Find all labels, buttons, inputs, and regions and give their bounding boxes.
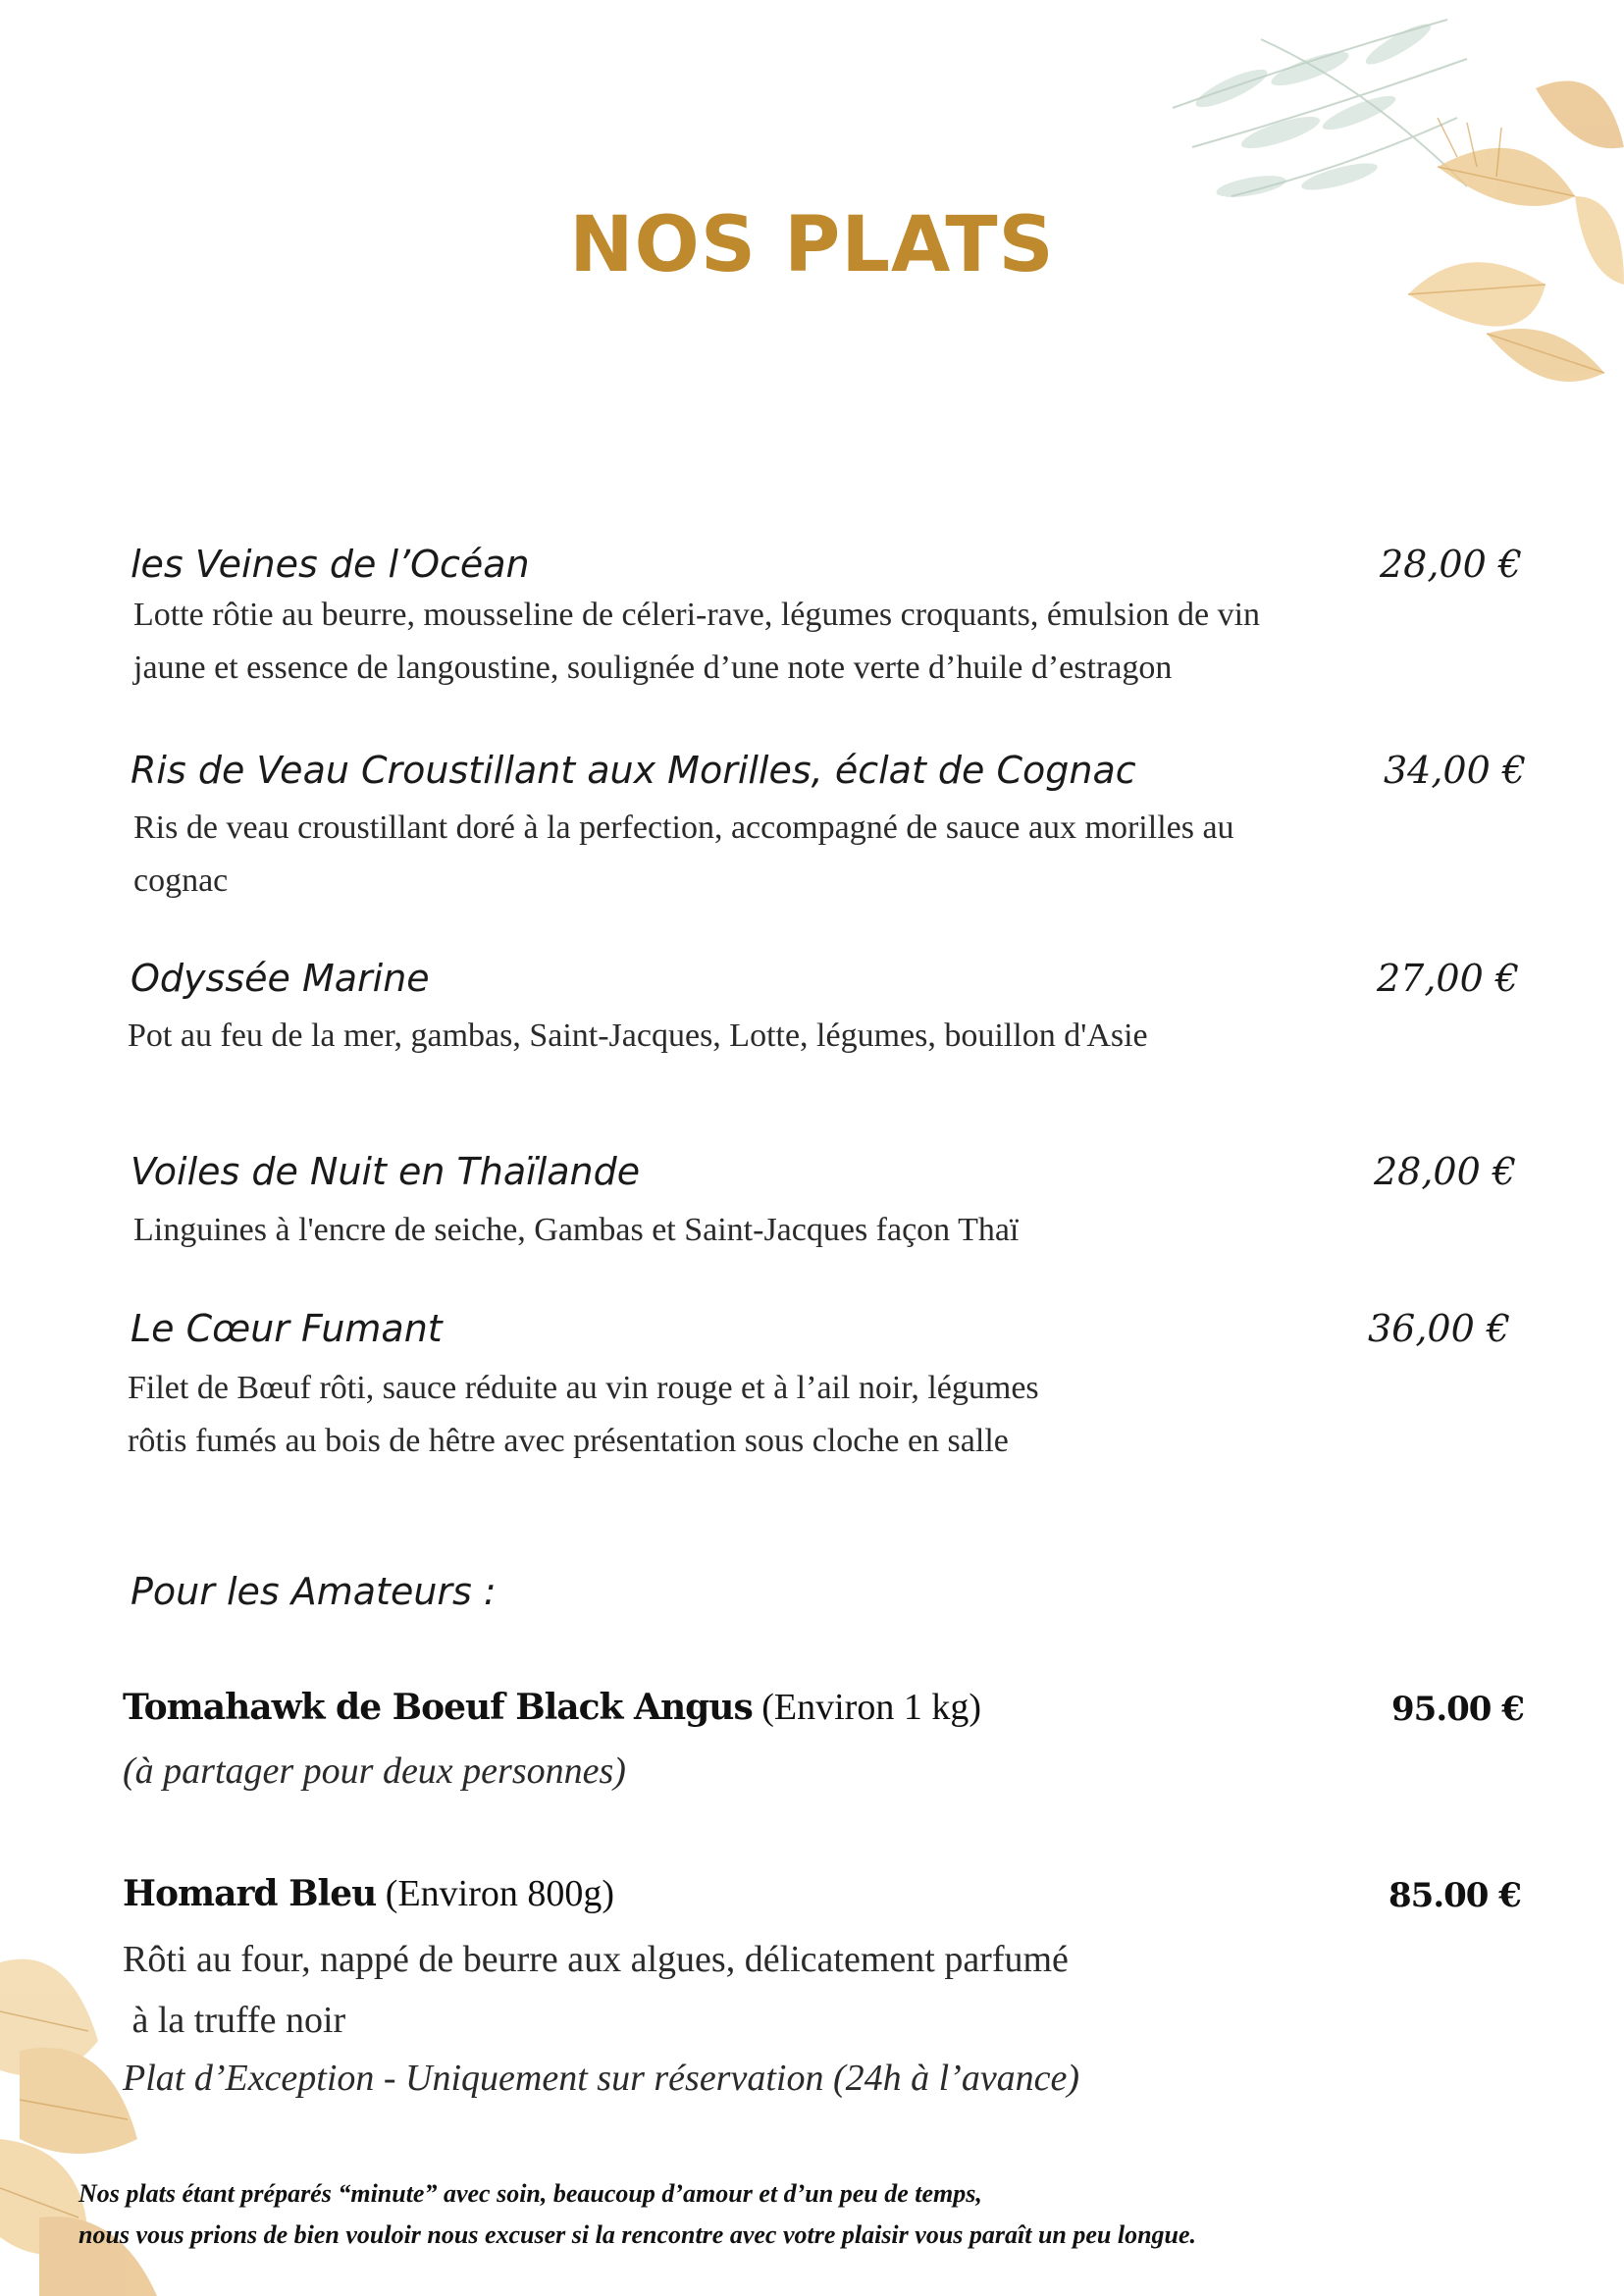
description-line: à la truffe noir	[123, 2000, 346, 2041]
description-line: jaune et essence de langoustine, soulignée d’une note verte d’huile d’estragon	[133, 650, 1173, 686]
premium-dish-price: 95.00 €	[1391, 1690, 1524, 1729]
description-line: rôtis fumés au bois de hêtre avec présentation sous cloche en salle	[128, 1423, 1009, 1459]
dish-price: 36,00 €	[1368, 1307, 1511, 1350]
description-line: Pot au feu de la mer, gambas, Saint-Jacques, Lotte, légumes, bouillon d'Asie	[128, 1018, 1148, 1054]
dish-name: Voiles de Nuit en Thaïlande	[131, 1150, 641, 1193]
premium-dish-title	[123, 1872, 614, 1915]
description-line: Filet de Bœuf rôti, sauce réduite au vin rouge et à l’ail noir, légumes	[128, 1370, 1039, 1406]
dish-description	[133, 1204, 1019, 1257]
dish-description	[128, 1362, 1039, 1468]
premium-dish-name: Tomahawk de Boeuf Black Angus	[123, 1687, 753, 1728]
dish-name: Le Cœur Fumant	[131, 1307, 443, 1350]
premium-dish-note: (à partager pour deux personnes)	[123, 1750, 626, 1792]
footer-line: Nos plats étant préparés “minute” avec soin, beaucoup d’amour et d’un peu de temps,	[79, 2179, 982, 2208]
dish-price: 28,00 €	[1380, 543, 1523, 586]
description-line: Linguines à l'encre de seiche, Gambas et Saint-Jacques façon Thaï	[133, 1212, 1020, 1248]
description-line: Rôti au four, nappé de beurre aux algues, délicatement parfumé	[123, 1939, 1069, 1980]
dish-price: 28,00 €	[1374, 1150, 1517, 1193]
description-line: Lotte rôtie au beurre, mousseline de céleri-rave, légumes croquants, émulsion de vin	[133, 597, 1261, 633]
premium-dish-price: 85.00 €	[1388, 1876, 1521, 1915]
description-line: Ris de veau croustillant doré à la perfection, accompagné de sauce aux morilles au	[133, 809, 1234, 846]
premium-dish-detail: (Environ 800g)	[385, 1873, 615, 1914]
dish-name: les Veines de l’Océan	[131, 543, 530, 586]
footer-note	[79, 2173, 1196, 2256]
dish-price: 27,00 €	[1377, 957, 1520, 1000]
premium-dish-detail: (Environ 1 kg)	[761, 1687, 981, 1728]
premium-dish-name: Homard Bleu	[123, 1873, 377, 1914]
dish-price: 34,00 €	[1384, 749, 1527, 792]
dish-description	[133, 589, 1260, 695]
premium-dish-note: Plat d’Exception - Uniquement sur réservation (24h à l’avance)	[123, 2058, 1080, 2099]
premium-dish-title	[123, 1686, 981, 1729]
dish-description	[133, 802, 1234, 908]
page-title: NOS PLATS	[569, 201, 1055, 289]
footer-line: nous vous prions de bien vouloir nous excuser si la rencontre avec votre plaisir vous paraît un peu longue.	[79, 2220, 1197, 2249]
description-line: cognac	[133, 862, 229, 899]
premium-dish-description	[123, 1929, 1069, 2051]
dish-description	[128, 1010, 1148, 1063]
section-label-amateurs: Pour les Amateurs :	[131, 1570, 497, 1613]
dish-name: Odyssée Marine	[131, 957, 430, 1000]
dish-name: Ris de Veau Croustillant aux Morilles, éclat de Cognac	[131, 749, 1136, 792]
